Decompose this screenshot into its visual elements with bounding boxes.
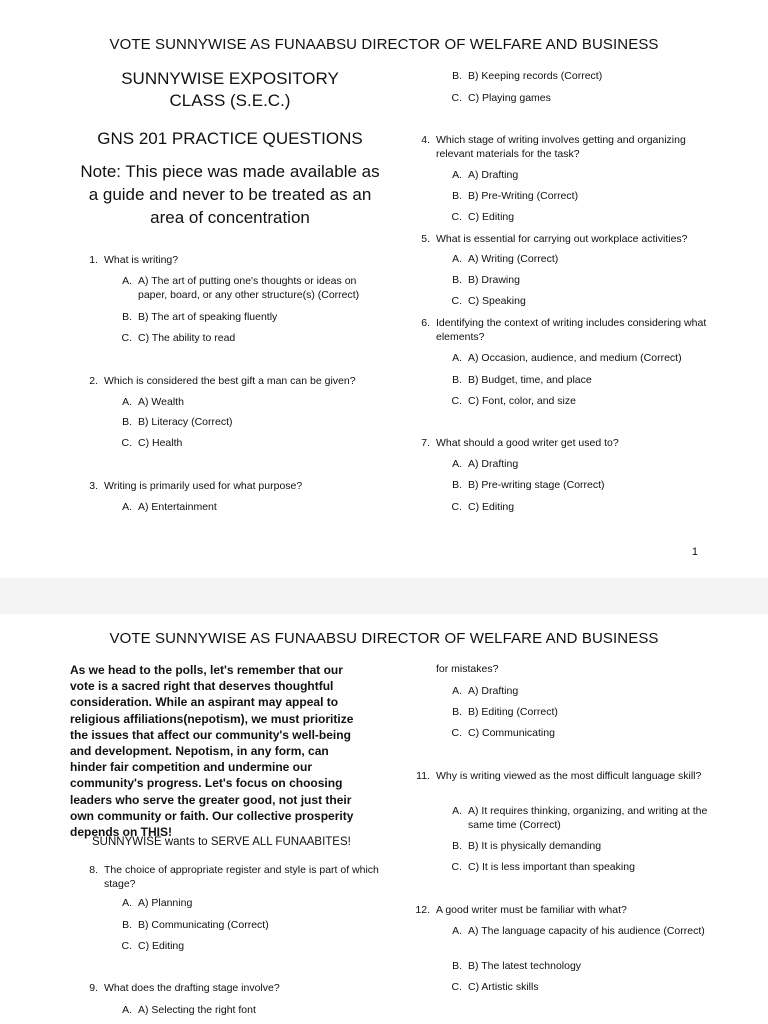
question-number: 8. [89,864,98,876]
serve-slogan: SUNNYWISE wants to SERVE ALL FUNAABITES! [92,836,351,848]
question-number: 1. [89,254,98,266]
question-number: 4. [421,134,430,146]
question-text: What is writing? [104,254,179,266]
question-text: The choice of appropriate register and style is part of which stage? [104,864,379,890]
document-page-1: VOTE SUNNYWISE AS FUNAABSU DIRECTOR OF WELFARE AND BUSINESS SUNNYWISE EXPOSITORY CLASS (S.E.C.) GNS 201 PRACTICE QUESTIONS Note: This piece was made available as a guide and never to be treated as an area of concentration 1. What is writing? A. A) The art of putting one's thoughts or ideas on paper, board, or any other structure(s) (Correct) B. B) The art of speaking fluently C. C) The ability to read 2. Which is considered the best gift a man can be given? A. A) Wealth B. B) Literacy (Correct) C. C) Health 3. Writing is primarily used for what purpose? A. A) Entertainment B. B) Keeping records (Correct) C. C) Playing games 4. Which stage of writing involves getting and organizing relevant materials for the task? A. A) Drafting B. B) Pre-Writing (Correct) C. C) Editing 5. What is essential for carrying out workplace activities? A. A) Writing (Correct) B. B) Drawing C. C) Speaking 6. Identifying the context of writing includes considering what elements? A. A) Occasion, audience, and medium (Correct) B. B) Budget, time, and place C. C) Font, color, and size 7. What should a good writer get used to? A. A) Drafting B. B) Pre-writing stage (Correct) C. C) Editing 1 [0,0,768,578]
page-number: 1 [691,546,698,558]
campaign-banner: VOTE SUNNYWISE AS FUNAABSU DIRECTOR OF WELFARE AND BUSINESS [109,36,659,53]
practice-questions-title: GNS 201 PRACTICE QUESTIONS [97,129,363,148]
page-separator [0,578,768,614]
question-text: for mistakes? [436,663,499,675]
question-text: Writing is primarily used for what purpose? [104,480,303,492]
question-text: Identifying the context of writing includes considering what elements? [436,317,707,343]
question-text: Why is writing viewed as the most difficult language skill? [436,770,702,782]
question-number: 9. [89,982,98,994]
question-number: 6. [421,317,430,329]
campaign-banner: VOTE SUNNYWISE AS FUNAABSU DIRECTOR OF WELFARE AND BUSINESS [109,630,659,647]
disclaimer-note: Note: This piece was made available as a guide and never to be treated as an area of concentration [80,162,380,227]
question-text: What should a good writer get used to? [436,437,619,449]
question-number: 3. [89,480,98,492]
question-number: 2. [89,375,98,387]
question-text: Which stage of writing involves getting and organizing relevant materials for the task? [436,134,686,160]
question-text: A good writer must be familiar with what? [436,904,627,916]
question-text: What is essential for carrying out workplace activities? [436,233,688,245]
campaign-message: As we head to the polls, let's remember that our vote is a sacred right that deserves thoughtful consideration. While an aspirant may appeal to religious affiliations(nepotism), we must prioritize the issues that affect our community's well-being and development. Nepotism, in any form, can hinder fair competition and undermine our community's progress. Let's focus on choosing leaders who serve the greater good, not just their own community or faith. Our collective prosperity depends on THIS! [70,663,354,840]
question-text: Which is considered the best gift a man can be given? [104,375,356,387]
question-number: 11. [416,770,430,782]
question-number: 7. [421,437,430,449]
document-page-2: VOTE SUNNYWISE AS FUNAABSU DIRECTOR OF WELFARE AND BUSINESS As we head to the polls, let's remember that our vote is a sacred right that deserves thoughtful consideration. While an aspirant may appeal to religious affiliations(nepotism), we must prioritize the issues that affect our community's well-being and development. Nepotism, in any form, can hinder fair competition and undermine our community's progress. Let's focus on choosing leaders who serve the greater good, not just their own community or faith. Our collective prosperity depends on THIS! SUNNYWISE wants to SERVE ALL FUNAABITES! 8. The choice of appropriate register and style is part of which stage? A. A) Planning B. B) Communicating (Correct) C. C) Editing 9. What does the drafting stage involve? A. A) Selecting the right font for mistakes? A. A) Drafting B. B) Editing (Correct) C. C) Communicating 11. Why is writing viewed as the most difficult language skill? A. A) It requires thinking, organizing, and writing at the same time (Correct) B. B) It is physically demanding C. C) It is less important than speaking 12. A good writer must be familiar with what? A. A) The language capacity of his audience (Correct) B. B) The latest technology C. C) Artistic skills [0,614,768,1024]
question-text: What does the drafting stage involve? [104,982,280,994]
question-number: 12. [415,904,430,916]
title-block [80,68,380,229]
class-title: SUNNYWISE EXPOSITORY CLASS (S.E.C.) [121,69,339,110]
question-number: 5. [421,233,430,245]
